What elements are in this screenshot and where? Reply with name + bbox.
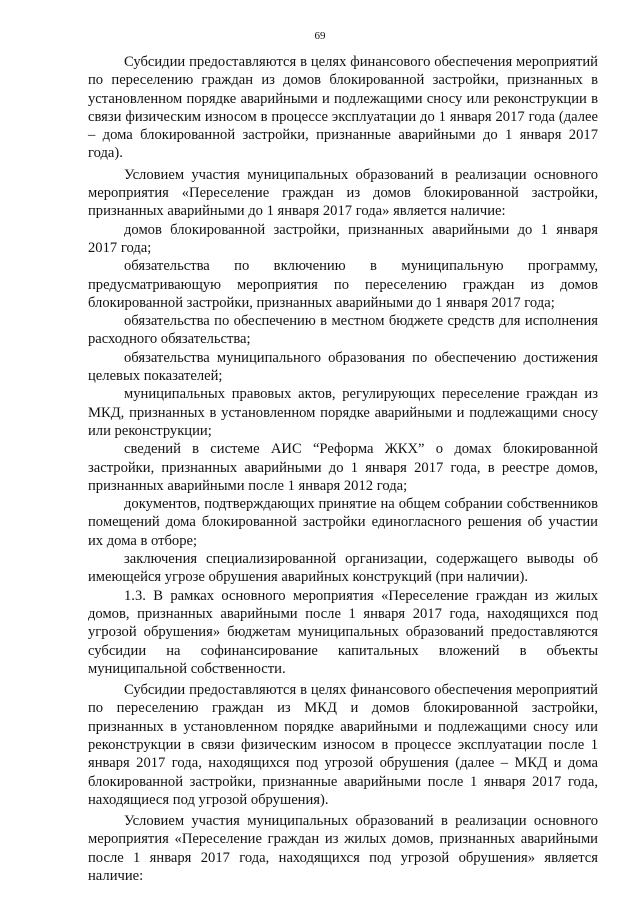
paragraph-section-1-3: 1.3. В рамках основного мероприятия «Переселение граждан из жилых домов, признанных аварийными после 1 января 2017 года, находящихся под угрозой обрушения» бюджетам муниципальных образований предоставляются субсидии на софинансирование капитальных вложений в объекты муниципальной собственности. [88, 587, 598, 677]
list-item-ais-reform-data: сведений в системе АИС “Реформа ЖКХ” о домах блокированной застройки, признанных аварийными до 1 января 2017 года, в реестре домов, признанных аварийными после 1 января 2012 года; [88, 441, 598, 494]
page-number: 69 [314, 30, 326, 42]
list-item-budget-obligation: обязательства по обеспечению в местном бюджете средств для исполнения расходного обязательства; [88, 313, 598, 348]
document-body [88, 53, 598, 885]
list-item-legal-acts: муниципальных правовых актов, регулирующих переселение граждан из МКД, признанных в установленном порядке аварийными и подлежащими сносу или реконструкции; [88, 386, 598, 439]
list-item-specialist-conclusion: заключения специализированной организации, содержащего выводы об имеющейся угрозе обрушения аварийных конструкций (при наличии). [88, 551, 598, 586]
list-item-blocked-houses: домов блокированной застройки, признанных аварийными до 1 января 2017 года; [88, 221, 598, 256]
list-item-program-obligation: обязательства по включению в муниципальную программу, предусматривающую мероприятия по переселению граждан из домов блокированной застройки, признанных аварийными до 1 января 2017 года; [88, 258, 598, 311]
list-item-owners-meeting-documents: документов, подтверждающих принятие на общем собрании собственников помещений дома блокированной застройки единогласного решения об участии их дома в отборе; [88, 496, 598, 549]
paragraph-participation-condition-2: Условием участия муниципальных образований в реализации основного мероприятия «Переселение граждан из жилых домов, признанных аварийными после 1 января 2017 года, находящихся под угрозой обрушения» является наличие: [88, 813, 598, 885]
paragraph-participation-condition-1: Условием участия муниципальных образований в реализации основного мероприятия «Переселение граждан из домов блокированной застройки, признанных аварийными до 1 января 2017 года» является наличие: [88, 166, 598, 220]
paragraph-subsidy-purpose-mkd: Субсидии предоставляются в целях финансового обеспечения мероприятий по переселению граждан из МКД и домов блокированной застройки, признанных в установленном порядке аварийными и подлежащими сносу или реконструкции в связи физическим износом в процессе эксплуатации после 1 января 2017 года, находящихся под угрозой обрушения (далее – МКД и дома блокированной застройки, признанные аварийными после 1 января 2017 года, находящиеся под угрозой обрушения). [88, 682, 598, 808]
paragraph-subsidy-purpose-blocked-houses: Субсидии предоставляются в целях финансового обеспечения мероприятий по переселению граждан из домов блокированной застройки, признанных в установленном порядке аварийными и подлежащими сносу или реконструкции в связи физическим износом в процессе эксплуатации до 1 января 2017 года (далее – дома блокированной застройки, признанные аварийными до 1 января 2017 года). [88, 54, 598, 162]
list-item-target-indicators: обязательства муниципального образования по обеспечению достижения целевых показателей; [88, 349, 598, 385]
